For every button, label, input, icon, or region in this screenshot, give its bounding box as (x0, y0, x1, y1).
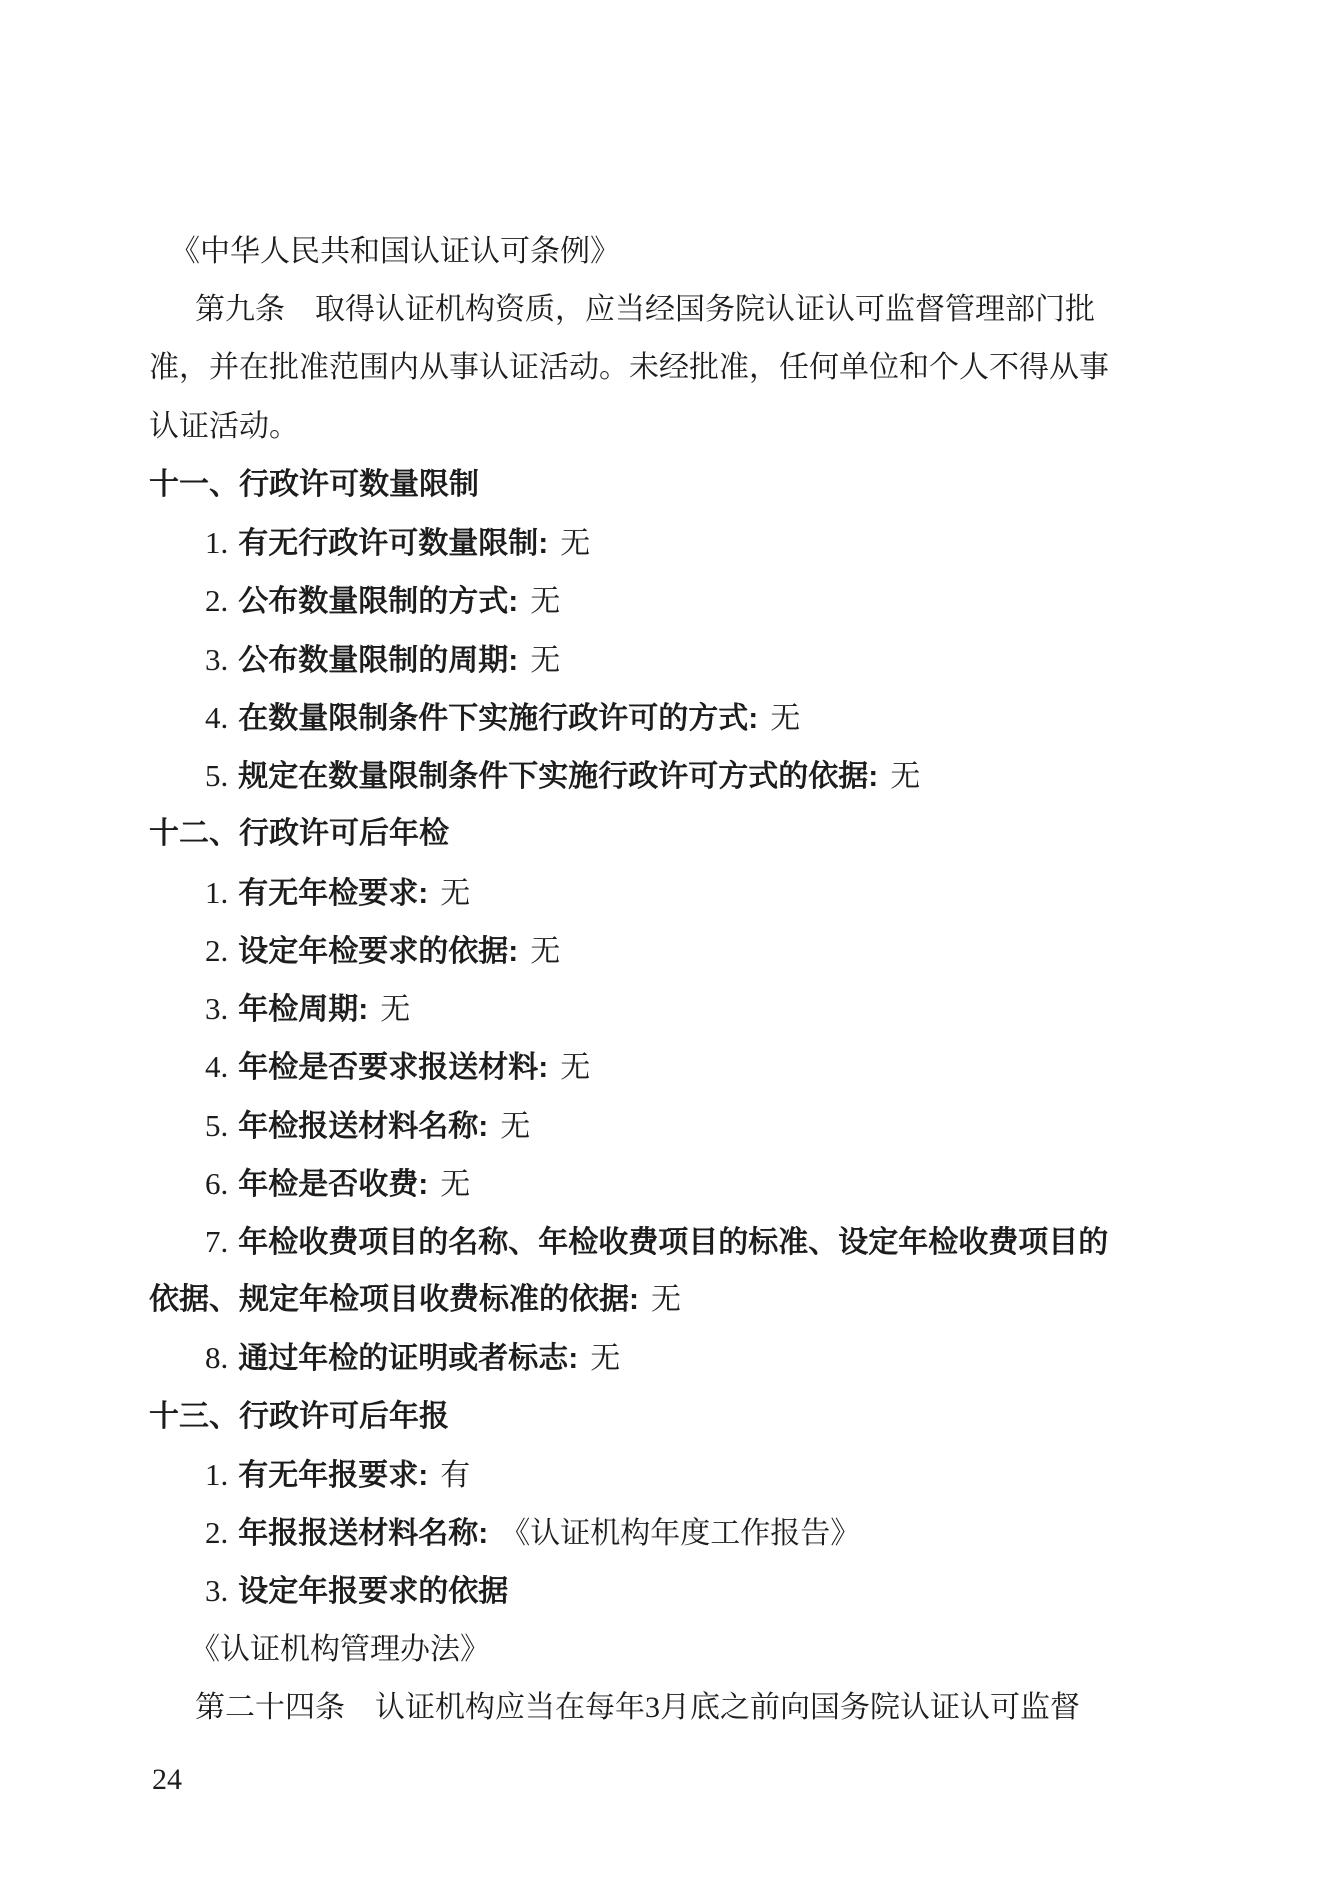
article24-line1: 第二十四条 认证机构应当在每年3月底之前向国务院认证认可监督 (195, 1690, 1080, 1724)
list-item (149, 864, 1209, 922)
list-item (149, 1213, 1209, 1271)
list-item (149, 572, 1209, 630)
item-label: 公布数量限制的方式: (238, 585, 519, 619)
list-item (149, 1446, 1209, 1504)
item-label: 设定年检要求的依据: (238, 934, 519, 968)
item-value: 无 (440, 1167, 471, 1201)
item-number: 3. (205, 641, 229, 677)
item-value: 无 (560, 1051, 591, 1085)
list-item (149, 631, 1209, 689)
item-number: 5. (205, 1107, 229, 1143)
item-number: 8. (205, 1340, 229, 1376)
item-label: 依据、规定年检项目收费标准的依据: (149, 1283, 639, 1317)
item-value: 无 (530, 585, 561, 619)
item-value: 无 (530, 934, 561, 968)
item-number: 1. (205, 1456, 229, 1492)
item-value: 《认证机构年度工作报告》 (500, 1517, 861, 1551)
item-label: 年检报送材料名称: (238, 1109, 489, 1143)
list-item (149, 922, 1209, 980)
item-value: 无 (380, 993, 411, 1027)
regulation2-title: 《认证机构管理办法》 (190, 1632, 490, 1666)
list-item (149, 1504, 1209, 1562)
item-label: 年检收费项目的名称、年检收费项目的标准、设定年检收费项目的 (238, 1225, 1109, 1259)
item-value: 无 (651, 1283, 681, 1317)
item-number: 2. (205, 932, 229, 968)
item-label: 年报报送材料名称: (238, 1517, 489, 1551)
item-label: 通过年检的证明或者标志: (238, 1342, 579, 1376)
item-value: 无 (530, 643, 561, 677)
list-item (149, 514, 1209, 572)
list-item (149, 1155, 1209, 1213)
item-value: 无 (590, 1342, 621, 1376)
item-value: 无 (890, 760, 921, 794)
list-item-continuation (149, 1271, 1209, 1329)
item-number: 4. (205, 1049, 229, 1085)
section12-heading: 十二、行政许可后年检 (149, 817, 449, 851)
item-number: 6. (205, 1165, 229, 1201)
item-number: 1. (205, 874, 229, 910)
item-value: 无 (770, 701, 801, 735)
item-number: 2. (205, 583, 229, 619)
item-number: 4. (205, 699, 229, 735)
list-item (149, 689, 1209, 747)
item-label: 在数量限制条件下实施行政许可的方式: (238, 701, 759, 735)
item-label: 年检周期: (238, 993, 369, 1027)
list-item (149, 1329, 1209, 1387)
item-value: 无 (560, 527, 591, 561)
item-label: 公布数量限制的周期: (238, 643, 519, 677)
list-item (149, 1038, 1209, 1096)
item-label: 有无年检要求: (238, 876, 429, 910)
article9-line1: 第九条 取得认证机构资质，应当经国务院认证认可监督管理部门批 (195, 293, 1095, 327)
item-label: 设定年报要求的依据 (238, 1575, 509, 1609)
item-label: 年检是否要求报送材料: (238, 1051, 549, 1085)
list-item (149, 980, 1209, 1038)
item-label: 年检是否收费: (238, 1167, 429, 1201)
item-number: 7. (205, 1223, 229, 1259)
regulation1-title: 《中华人民共和国认证认可条例》 (170, 235, 620, 268)
section13-heading: 十三、行政许可后年报 (149, 1399, 449, 1433)
item-value: 有 (440, 1458, 471, 1492)
list-item (149, 1097, 1209, 1155)
item-number: 1. (205, 525, 229, 561)
list-item (149, 747, 1209, 805)
item-number: 5. (205, 758, 229, 794)
item-value: 无 (500, 1109, 531, 1143)
item-number: 2. (205, 1515, 229, 1551)
list-item (149, 1562, 1209, 1620)
article9-line2: 准，并在批准范围内从事认证活动。未经批准，任何单位和个人不得从事 (149, 351, 1109, 385)
item-label: 有无年报要求: (238, 1458, 429, 1492)
item-label: 有无行政许可数量限制: (238, 527, 549, 561)
page-number: 24 (152, 1763, 182, 1796)
item-label: 规定在数量限制条件下实施行政许可方式的依据: (238, 760, 879, 794)
section11-heading: 十一、行政许可数量限制 (149, 467, 479, 501)
article9-line3: 认证活动。 (149, 409, 299, 443)
item-number: 3. (205, 991, 229, 1027)
item-number: 3. (205, 1573, 229, 1609)
item-value: 无 (440, 876, 471, 910)
page-content (149, 223, 1209, 1737)
